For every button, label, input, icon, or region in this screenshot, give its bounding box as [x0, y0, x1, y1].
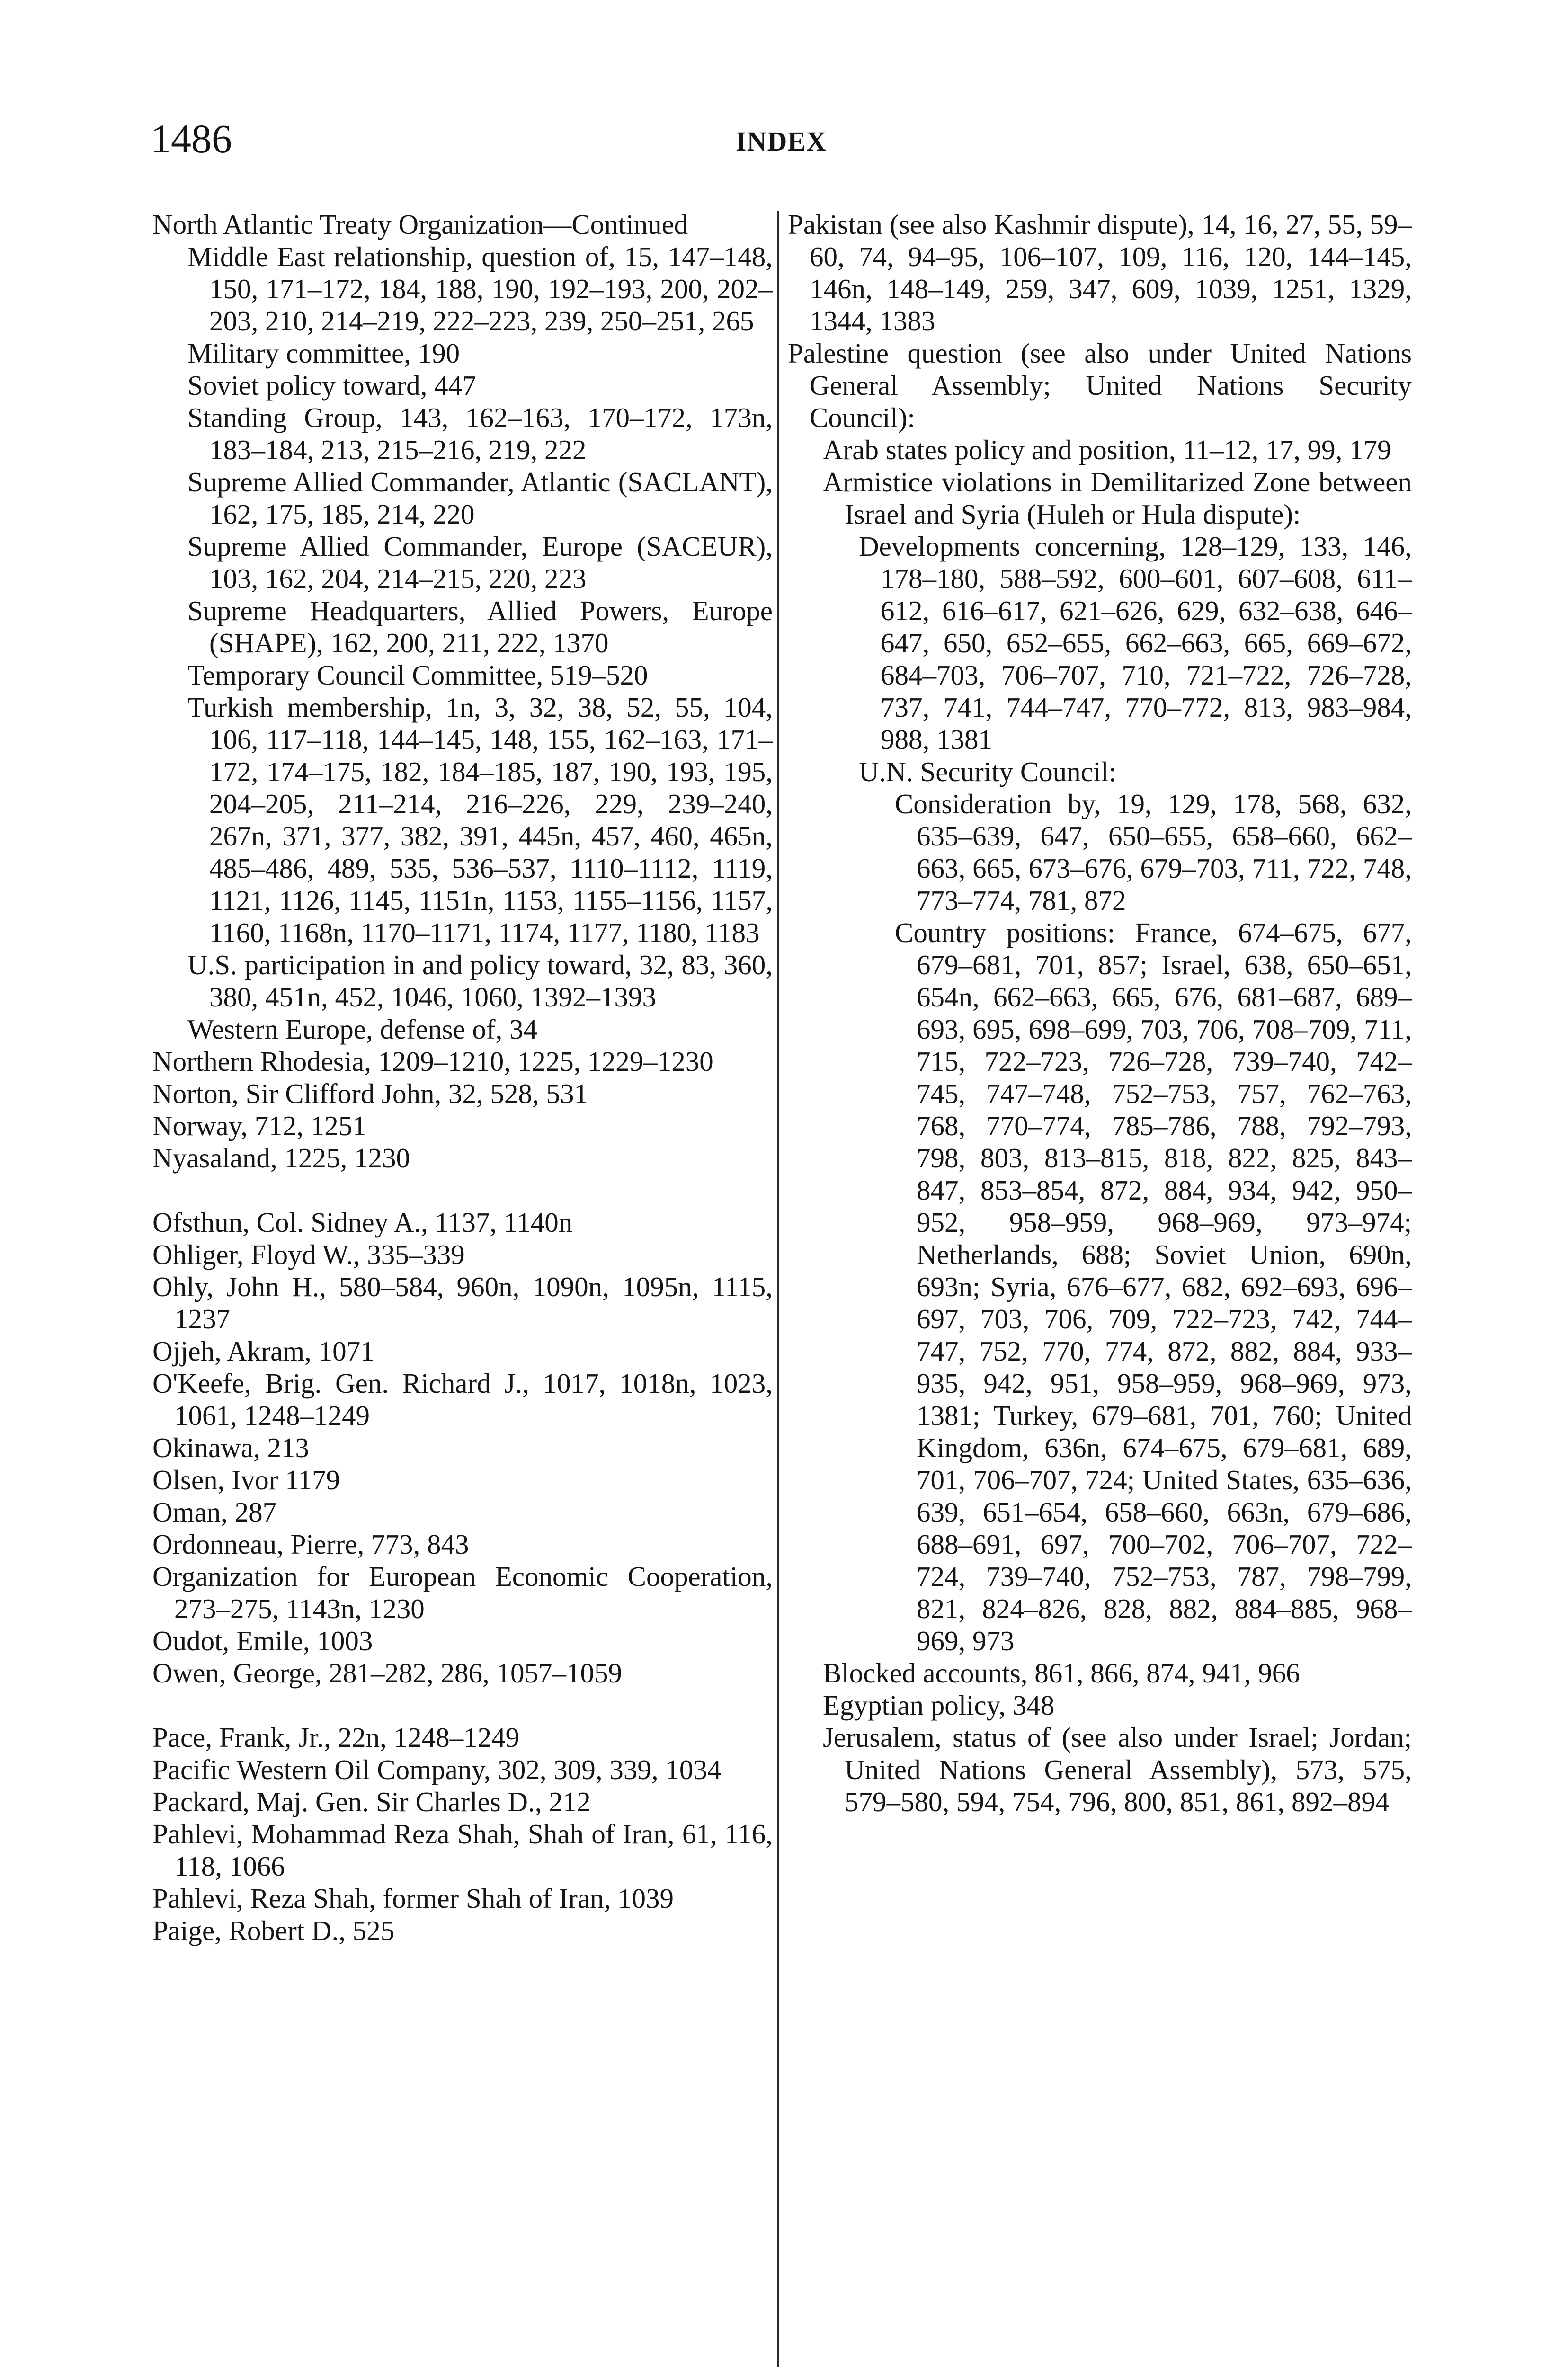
index-entry: Middle East relationship, question of, 15, 147–148, 150, 171–172, 184, 188, 190, 192–193, 200, 202–203, 210, 214–219, 222–223, 239, 250–251, 265 [187, 241, 773, 337]
index-column-left [152, 208, 773, 1947]
index-entry: Pacific Western Oil Company, 302, 309, 339, 1034 [152, 1754, 722, 1785]
index-entry: Olsen, Ivor 1179 [152, 1464, 340, 1495]
index-entry: Standing Group, 143, 162–163, 170–172, 173n, 183–184, 213, 215–216, 219, 222 [187, 402, 773, 465]
index-entry: Egyptian policy, 348 [823, 1690, 1055, 1721]
index-entry: Supreme Allied Commander, Europe (SACEUR), 103, 162, 204, 214–215, 220, 223 [187, 531, 773, 594]
index-entry: Paige, Robert D., 525 [152, 1915, 395, 1946]
index-entry: Ojjeh, Akram, 1071 [152, 1335, 374, 1367]
index-entry: Okinawa, 213 [152, 1432, 309, 1463]
index-entry: Temporary Council Committee, 519–520 [187, 659, 648, 691]
page-number: 1486 [151, 116, 232, 161]
index-entry: Supreme Allied Commander, Atlantic (SACLANT), 162, 175, 185, 214, 220 [187, 466, 773, 530]
index-entry: North Atlantic Treaty Organization—Continued [152, 209, 688, 240]
index-entry: Western Europe, defense of, 34 [187, 1014, 538, 1045]
index-entry: Northern Rhodesia, 1209–1210, 1225, 1229–1230 [152, 1046, 713, 1077]
column-divider [777, 211, 779, 2367]
index-entry: Arab states policy and position, 11–12, 17, 99, 179 [823, 434, 1391, 465]
index-entry: Ordonneau, Pierre, 773, 843 [152, 1529, 469, 1560]
index-entry: Jerusalem, status of (see also under Israel; Jordan; United Nations General Assembly), 573, 575, 579–580, 594, 754, 796, 800, 851, 861, 892–894 [823, 1722, 1412, 1817]
index-entry: Pahlevi, Reza Shah, former Shah of Iran, 1039 [152, 1883, 674, 1914]
index-entry: Ohliger, Floyd W., 335–339 [152, 1239, 465, 1270]
index-entry: Norton, Sir Clifford John, 32, 528, 531 [152, 1078, 588, 1109]
index-entry: U.N. Security Council: [859, 756, 1117, 787]
index-entry: U.S. participation in and policy toward, 32, 83, 360, 380, 451n, 452, 1046, 1060, 1392–1393 [187, 949, 773, 1013]
index-entry: Oman, 287 [152, 1496, 277, 1528]
index-entry: O'Keefe, Brig. Gen. Richard J., 1017, 1018n, 1023, 1061, 1248–1249 [152, 1368, 773, 1431]
section-gap [152, 1174, 773, 1206]
index-entry: Developments concerning, 128–129, 133, 146, 178–180, 588–592, 600–601, 607–608, 611–612, 616–617, 621–626, 629, 632–638, 646–647, 650, 652–655, 662–663, 665, 669–672, 684–703, 706–707, 710, 721–722, 726–728, 737, 741, 744–747, 770–772, 813, 983–984, 988, 1381 [859, 531, 1412, 755]
index-entry: Owen, George, 281–282, 286, 1057–1059 [152, 1657, 622, 1689]
section-gap [152, 1689, 773, 1721]
index-entry: Packard, Maj. Gen. Sir Charles D., 212 [152, 1786, 591, 1817]
index-entry: Blocked accounts, 861, 866, 874, 941, 966 [823, 1657, 1300, 1689]
index-entry: Ofsthun, Col. Sidney A., 1137, 1140n [152, 1207, 573, 1238]
index-entry: Pace, Frank, Jr., 22n, 1248–1249 [152, 1722, 520, 1753]
index-entry: Turkish membership, 1n, 3, 32, 38, 52, 55, 104, 106, 117–118, 144–145, 148, 155, 162–163, 171–172, 174–175, 182, 184–185, 187, 190, 193, 195, 204–205, 211–214, 216–226, 229, 239–240, 267n, 371, 377, 382, 391, 445n, 457, 460, 465n, 485–486, 489, 535, 536–537, 1110–1112, 1119, 1121, 1126, 1145, 1151n, 1153, 1155–1156, 1157, 1160, 1168n, 1170–1171, 1174, 1177, 1180, 1183 [187, 692, 773, 948]
index-entry: Oudot, Emile, 1003 [152, 1625, 373, 1656]
index-entry: Soviet policy toward, 447 [187, 370, 476, 401]
index-entry: Consideration by, 19, 129, 178, 568, 632, 635–639, 647, 650–655, 658–660, 662–663, 665, 673–676, 679–703, 711, 722, 748, 773–774, 781, 872 [895, 788, 1412, 916]
index-entry: Palestine question (see also under United Nations General Assembly; United Nations Security Council): [788, 338, 1412, 433]
running-head: INDEX [736, 126, 827, 157]
index-entry: Pahlevi, Mohammad Reza Shah, Shah of Iran, 61, 116, 118, 1066 [152, 1818, 773, 1882]
index-entry: Pakistan (see also Kashmir dispute), 14, 16, 27, 55, 59–60, 74, 94–95, 106–107, 109, 116, 120, 144–145, 146n, 148–149, 259, 347, 609, 1039, 1251, 1329, 1344, 1383 [788, 209, 1412, 337]
index-entry: Supreme Headquarters, Allied Powers, Europe (SHAPE), 162, 200, 211, 222, 1370 [187, 595, 773, 658]
index-entry: Norway, 712, 1251 [152, 1110, 366, 1141]
index-entry: Country positions: France, 674–675, 677, 679–681, 701, 857; Israel, 638, 650–651, 654n, 662–663, 665, 676, 681–687, 689–693, 695, 698–699, 703, 706, 708–709, 711, 715, 722–723, 726–728, 739–740, 742–745, 747–748, 752–753, 757, 762–763, 768, 770–774, 785–786, 788, 792–793, 798, 803, 813–815, 818, 822, 825, 843–847, 853–854, 872, 884, 934, 942, 950–952, 958–959, 968–969, 973–974; Netherlands, 688; Soviet Union, 690n, 693n; Syria, 676–677, 682, 692–693, 696–697, 703, 706, 709, 722–723, 742, 744–747, 752, 770, 774, 872, 882, 884, 933–935, 942, 951, 958–959, 968–969, 973, 1381; Turkey, 679–681, 701, 760; United Kingdom, 636n, 674–675, 679–681, 689, 701, 706–707, 724; United States, 635–636, 639, 651–654, 658–660, 663n, 679–686, 688–691, 697, 700–702, 706–707, 722–724, 739–740, 752–753, 787, 798–799, 821, 824–826, 828, 882, 884–885, 968–969, 973 [895, 917, 1412, 1656]
index-entry: Armistice violations in Demilitarized Zone between Israel and Syria (Huleh or Hula dispute): [823, 466, 1412, 530]
index-entry: Organization for European Economic Cooperation, 273–275, 1143n, 1230 [152, 1561, 773, 1624]
index-entry: Military committee, 190 [187, 338, 460, 369]
index-entry: Nyasaland, 1225, 1230 [152, 1142, 410, 1174]
index-entry: Ohly, John H., 580–584, 960n, 1090n, 1095n, 1115, 1237 [152, 1271, 773, 1335]
index-column-right [788, 208, 1412, 1818]
